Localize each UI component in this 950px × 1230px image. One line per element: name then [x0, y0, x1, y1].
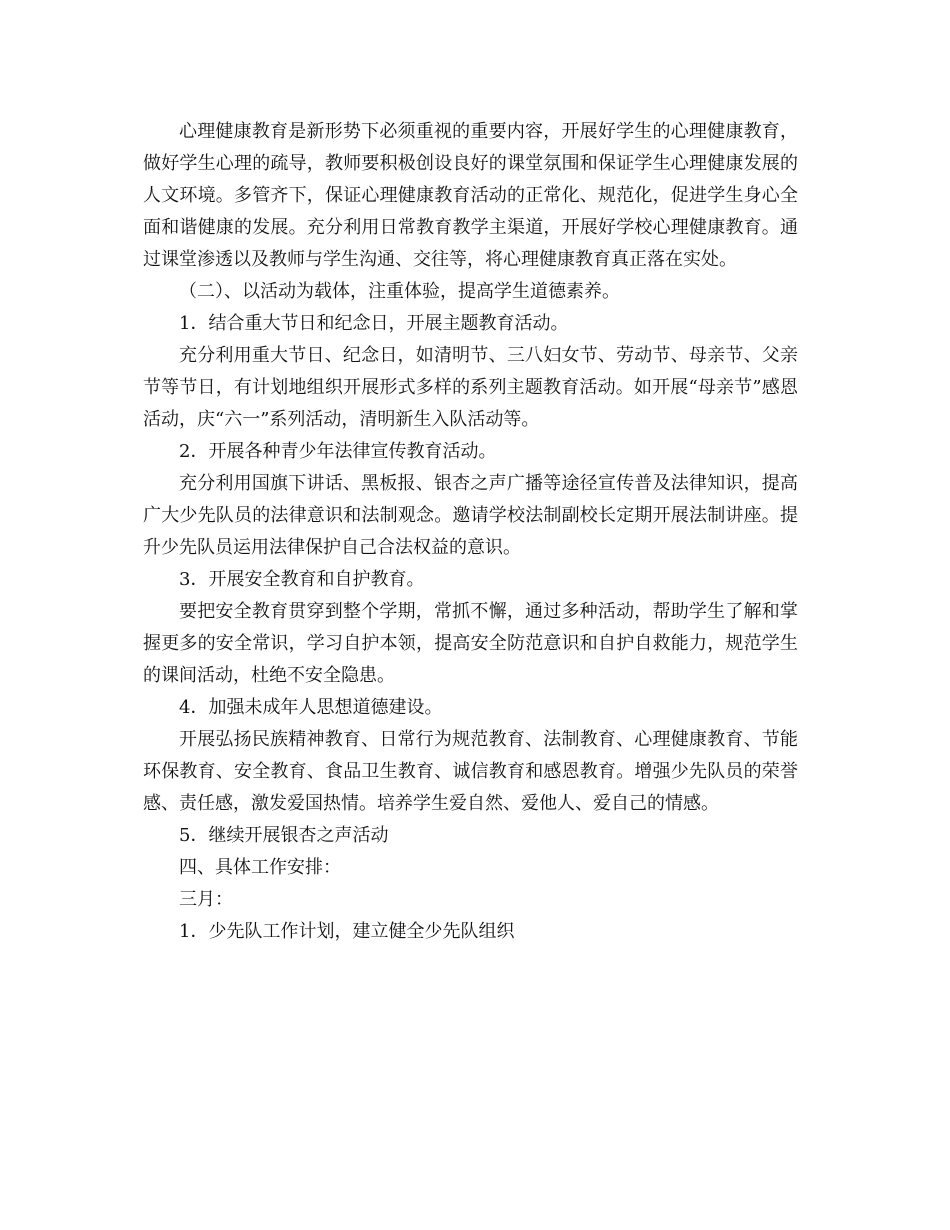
march-item-1: 1．少先队工作计划，建立健全少先队组织	[179, 921, 515, 942]
month-march: 三月：	[179, 889, 233, 910]
document-body	[143, 116, 798, 948]
item-5-heading: 5．继续开展银杏之声活动	[179, 825, 389, 846]
section-work-schedule: 四、具体工作安排：	[179, 857, 341, 878]
item-1-body: 充分利用重大节日、纪念日，如清明节、三八妇女节、劳动节、母亲节、父亲节等节日，有计划地组织开展形式多样的系列主题教育活动。如开展“母亲节”感恩活动，庆“六一”系列活动，清明新生入队活动等。	[143, 345, 798, 430]
item-4-heading: 4．加强未成年人思想道德建设。	[179, 697, 443, 718]
item-3-heading: 3．开展安全教育和自护教育。	[179, 569, 425, 590]
item-3-body: 要把安全教育贯穿到整个学期，常抓不懈，通过多种活动，帮助学生了解和掌握更多的安全常识，学习自护本领，提高安全防范意识和自护自救能力，规范学生的课间活动，杜绝不安全隐患。	[143, 601, 798, 686]
item-4-body: 开展弘扬民族精神教育、日常行为规范教育、法制教育、心理健康教育、节能环保教育、安全教育、食品卫生教育、诚信教育和感恩教育。增强少先队员的荣誉感、责任感，激发爱国热情。培养学生爱自然、爱他人、爱自己的情感。	[143, 729, 798, 814]
heading-activities: （二）、以活动为载体，注重体验，提高学生道德素养。	[179, 281, 620, 302]
item-2-body: 充分利用国旗下讲话、黑板报、银杏之声广播等途径宣传普及法律知识，提高广大少先队员的法律意识和法制观念。邀请学校法制副校长定期开展法制讲座。提升少先队员运用法律保护自己合法权益的意识。	[143, 473, 798, 558]
item-1-heading: 1．结合重大节日和纪念日，开展主题教育活动。	[179, 313, 569, 334]
paragraph-mental-health: 心理健康教育是新形势下必须重视的重要内容，开展好学生的心理健康教育，做好学生心理的疏导，教师要积极创设良好的课堂氛围和保证学生心理健康发展的人文环境。多管齐下，保证心理健康教育活动的正常化、规范化，促进学生身心全面和谐健康的发展。充分利用日常教育教学主渠道，开展好学校心理健康教育。通过课堂渗透以及教师与学生沟通、交往等，将心理健康教育真正落在实处。	[143, 121, 798, 270]
item-2-heading: 2．开展各种青少年法律宣传教育活动。	[179, 441, 497, 462]
